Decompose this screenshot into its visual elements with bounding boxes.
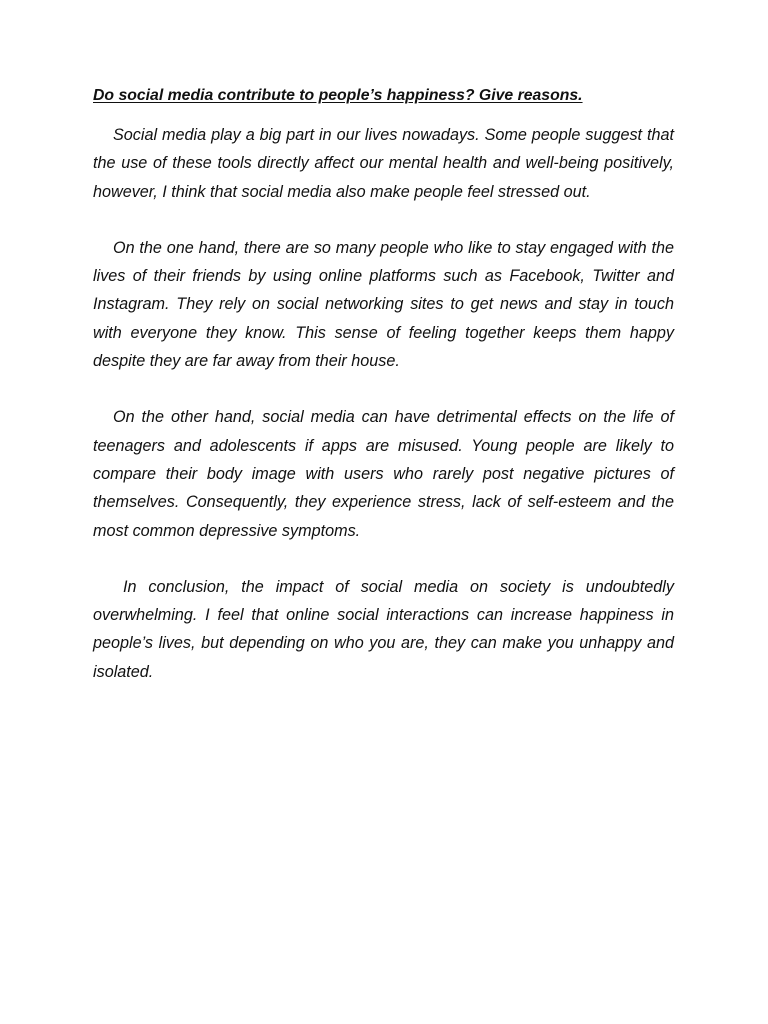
essay-paragraph-intro: Social media play a big part in our lives nowadays. Some people suggest that the use of these tools directly affect our mental health and well-being positively, however, I think that social media also make people feel stressed out. xyxy=(93,126,674,201)
essay-body xyxy=(93,86,674,714)
essay-title: Do social media contribute to people’s happiness? Give reasons. xyxy=(93,87,583,104)
essay-paragraph-other-hand: On the other hand, social media can have detrimental effects on the life of teenagers and adolescents if apps are misused. Young people are likely to compare their body image with users who rarely post negative pictures of themselves. Consequently, they experience stress, lack of self-esteem and the most common depressive symptoms. xyxy=(93,408,674,540)
essay-paragraph-first-hand: On the one hand, there are so many people who like to stay engaged with the lives of their friends by using online platforms such as Facebook, Twitter and Instagram. They rely on social networking sites to get news and stay in touch with everyone they know. This sense of feeling together keeps them happy despite they are far away from their house. xyxy=(93,238,674,371)
essay-paragraph-conclusion: In conclusion, the impact of social media on society is undoubtedly overwhelming. I feel that online social interactions can increase happiness in people’s lives, but depending on who you are, they can make you unhappy and isolated. xyxy=(93,577,674,681)
